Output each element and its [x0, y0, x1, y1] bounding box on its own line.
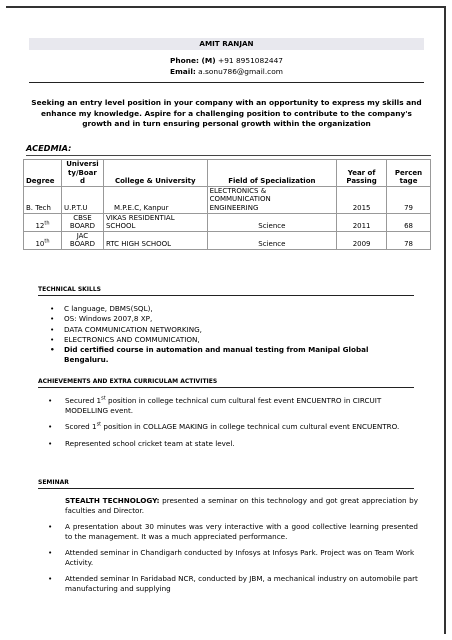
field-cell: Science — [207, 231, 337, 249]
achievements-heading: ACHIEVEMENTS AND EXTRA CURRICULAM ACTIVITIES — [38, 378, 218, 385]
list-item: • A presentation about 30 minutes was very interactive with a good collective learning presented to the management. It was a much appreciated performance. — [48, 522, 418, 541]
bullet-icon: • — [50, 324, 55, 334]
phone-number: +91 8951082447 — [218, 56, 283, 65]
academia-divider — [26, 155, 431, 156]
field-header: Field of Specialization — [207, 160, 337, 187]
list-item: • C language, DBMS(SQL), — [50, 304, 153, 313]
seminar-list — [48, 496, 418, 593]
board-cell: U.P.T.U — [61, 186, 103, 213]
seminar-divider — [38, 488, 414, 489]
year-cell: 2009 — [337, 231, 387, 249]
year-cell: 2015 — [337, 186, 387, 213]
degree-header: Degree — [24, 160, 62, 187]
table-row — [24, 231, 431, 249]
education-header-row — [24, 160, 431, 187]
email-label: Email: — [170, 67, 196, 76]
percentage-header: Percen tage — [387, 160, 431, 187]
board-cell: CBSE BOARD — [61, 213, 103, 231]
bullet-icon: • — [48, 396, 53, 405]
percentage-cell: 78 — [387, 231, 431, 249]
college-cell: RTC HIGH SCHOOL — [103, 231, 207, 249]
list-item: • OS: Windows 2007,8 XP, — [50, 314, 153, 324]
list-item: • Did certified course in automation and manual testing from Manipal Global Bengaluru. — [50, 345, 369, 365]
header-divider — [29, 82, 424, 83]
list-item: • ELECTRONICS AND COMMUNICATION, — [50, 334, 200, 344]
phone-line — [29, 56, 424, 65]
bullet-icon: • — [50, 304, 55, 313]
table-row — [24, 186, 431, 213]
technical-skills-list — [50, 304, 410, 366]
list-item: STEALTH TECHNOLOGY: presented a seminar on this technology and got great appreciation by faculties and Director. — [65, 496, 419, 515]
achievements-list — [48, 396, 418, 448]
list-item: • DATA COMMUNICATION NETWORKING, — [50, 324, 202, 334]
percentage-cell: 68 — [387, 213, 431, 231]
college-cell: M.P.E.C, Kanpur — [103, 186, 207, 213]
candidate-name: AMIT RANJAN — [199, 39, 254, 48]
board-cell: JAC BOARD — [61, 231, 103, 249]
degree-cell: 10th — [24, 231, 62, 249]
degree-cell: B. Tech — [24, 186, 62, 213]
list-item: • Represented school cricket team at state level. — [48, 438, 235, 448]
list-item: • Attended seminar In Faridabad NCR, conducted by JBM, a mechanical industry on automobile part manufacturing and supplying — [48, 574, 418, 593]
bullet-icon: • — [48, 574, 53, 583]
list-item: • Attended seminar in Chandigarh conducted by Infosys at Infosys Park. Project was on Team Work Activity. — [48, 548, 415, 567]
academia-heading: ACEDMIA: — [26, 143, 72, 153]
table-row — [24, 213, 431, 231]
percentage-cell: 79 — [387, 186, 431, 213]
bullet-icon: • — [50, 345, 55, 355]
seminar-heading: SEMINAR — [38, 479, 69, 486]
list-item: • Secured 1st position in college technical cum cultural fest event ENCUENTRO in CIRCUIT MODELLING event. — [48, 395, 382, 415]
bullet-icon: • — [48, 522, 53, 531]
bullet-icon: • — [50, 314, 55, 324]
bullet-icon: • — [48, 438, 53, 448]
year-header: Year of Passing — [337, 160, 387, 187]
career-objective: Seeking an entry level position in your company with an opportunity to express my skills and enhance my knowledge. Aspire for a challenging position to contribute to the company's growth and in turn ensuring personal growth within the organization — [31, 98, 422, 128]
education-table — [23, 159, 431, 250]
phone-label: Phone: (M) — [170, 56, 216, 65]
year-cell: 2011 — [337, 213, 387, 231]
email-line — [29, 67, 424, 76]
bullet-icon: • — [48, 422, 53, 431]
email-address[interactable]: a.sonu786@gmail.com — [198, 67, 283, 76]
field-cell: Science — [207, 213, 337, 231]
achievements-divider — [38, 387, 414, 388]
bullet-icon: • — [48, 548, 53, 557]
board-header: Universi ty/Boar d — [61, 160, 103, 187]
field-cell: ELECTRONICS & COMMUNICATION ENGINEERING — [207, 186, 337, 213]
technical-skills-divider — [38, 295, 414, 296]
technical-skills-heading: TECHNICAL SKILLS — [38, 286, 101, 293]
list-item: • Scored 1st position in COLLAGE MAKING in college technical cum cultural event ENCUENTRO. — [48, 421, 400, 431]
college-cell: VIKAS RESIDENTIAL SCHOOL — [103, 213, 207, 231]
bullet-icon: • — [50, 334, 55, 344]
degree-cell: 12th — [24, 213, 62, 231]
college-header: College & University — [103, 160, 207, 187]
